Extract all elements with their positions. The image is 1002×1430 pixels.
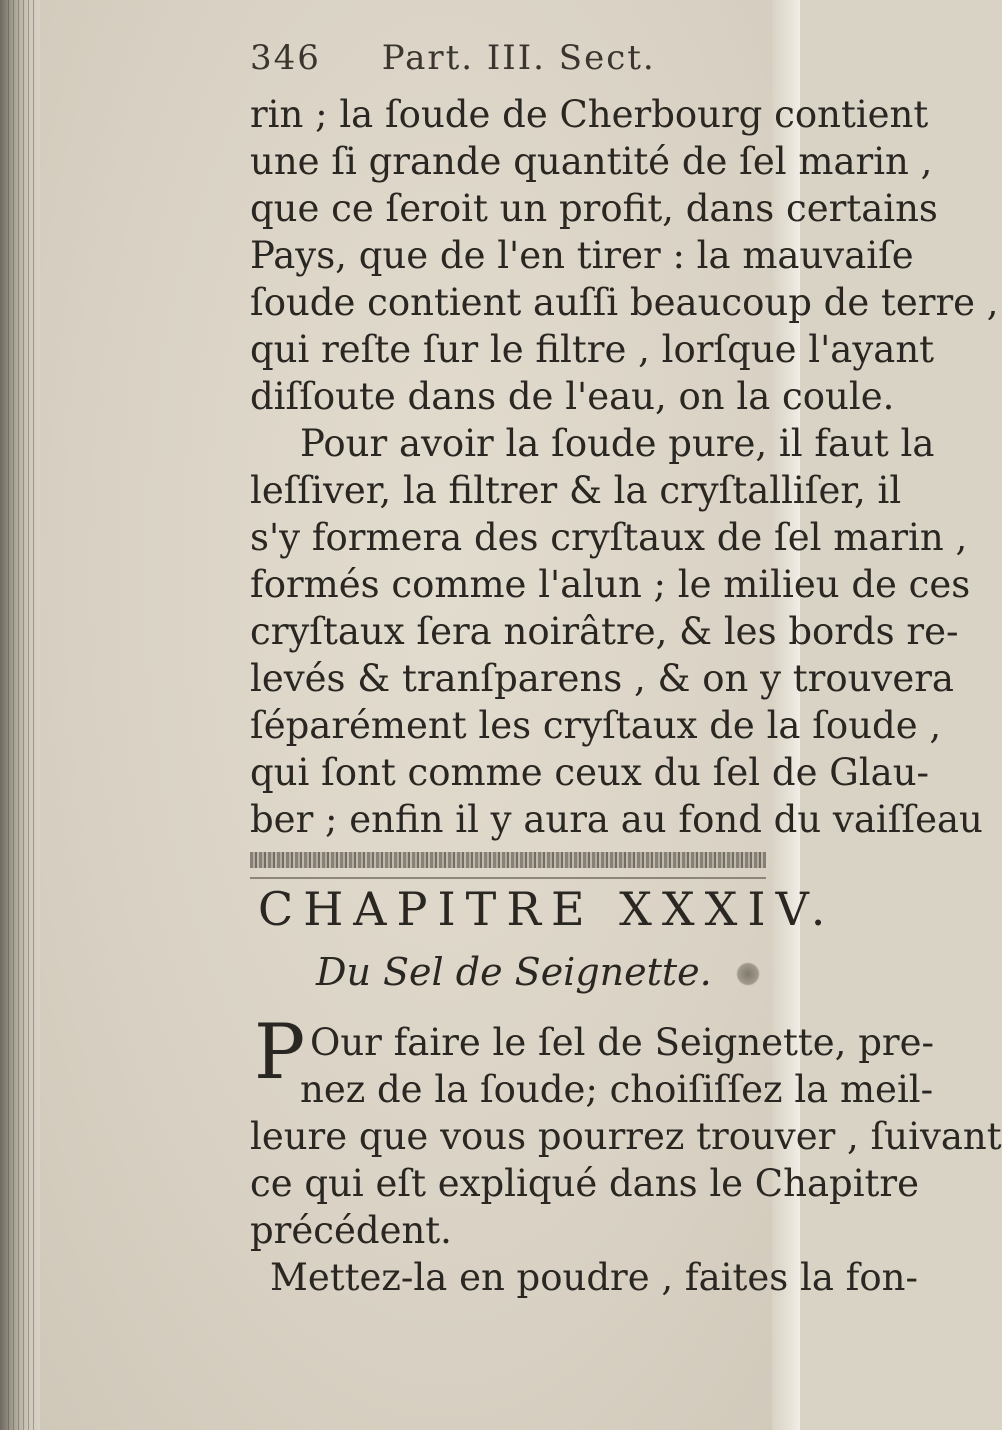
text-line: cryſtaux ſera noirâtre, & les bords re- <box>250 610 959 653</box>
page-stack-edges <box>8 0 34 1430</box>
text-line: Mettez-la en poudre , faites la fon- <box>270 1256 918 1299</box>
text-line: Pour avoir la ſoude pure, il faut la <box>300 422 935 465</box>
drop-cap: P <box>254 1007 306 1096</box>
text-line: qui reſte ſur le filtre , lorſque l'ayant <box>250 328 935 371</box>
text-line: leure que vous pourrez trouver , ſuivant <box>250 1115 1002 1158</box>
text-line: formés comme l'alun ; le milieu de ces <box>250 563 971 606</box>
running-header <box>250 38 656 78</box>
divider-line <box>250 877 766 879</box>
text-line: levés & tranſparens , & on y trouvera <box>250 657 954 700</box>
chapter-heading: CHAPITRE XXXIV. <box>258 882 836 936</box>
text-line: Our faire le ſel de Seignette, pre- <box>310 1021 934 1064</box>
ink-blot-icon <box>736 962 760 986</box>
page-number: 346 <box>250 38 321 78</box>
ornamental-rule <box>250 852 766 868</box>
text-line: ber ; enfin il y aura au fond du vaiſſeau <box>250 798 983 841</box>
text-line: Pays, que de l'en tirer : la mauvaiſe <box>250 234 914 277</box>
text-line: ſoude contient auſſi beaucoup de terre , <box>250 281 999 324</box>
text-line: ce qui eſt expliqué dans le Chapitre <box>250 1162 919 1205</box>
chapter-subtitle: Du Sel de Seignette. <box>316 950 712 994</box>
text-line: que ce ſeroit un profit, dans certains <box>250 187 938 230</box>
text-line: diſſoute dans de l'eau, on la coule. <box>250 375 895 418</box>
text-line: précédent. <box>250 1209 452 1252</box>
text-line: rin ; la ſoude de Cherbourg contient <box>250 93 929 136</box>
text-line: nez de la ſoude; choiſiſſez la meil- <box>300 1068 934 1111</box>
text-line: leſſiver, la filtrer & la cryſtalliſer, il <box>250 469 902 512</box>
text-line: une ſi grande quantité de ſel marin , <box>250 140 933 183</box>
text-line: s'y formera des cryſtaux de ſel marin , <box>250 516 968 559</box>
running-title: Part. III. Sect. <box>381 38 656 78</box>
text-line: qui ſont comme ceux du ſel de Glau- <box>250 751 930 794</box>
text-line: ſéparément les cryſtaux de la ſoude , <box>250 704 942 747</box>
